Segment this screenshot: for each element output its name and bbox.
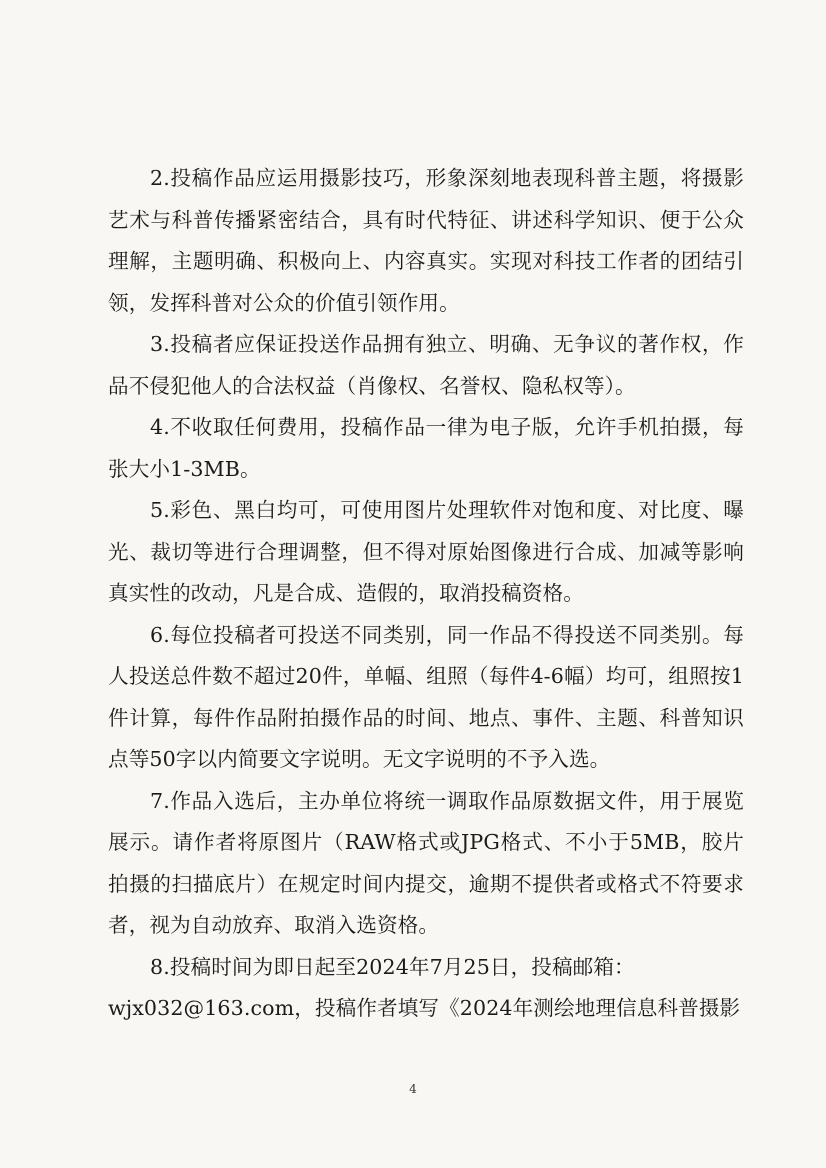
paragraph-8-continued: wjx032@163.com，投稿作者填写《2024年测绘地理信息科普摄影: [108, 996, 741, 1020]
page-number: 4: [409, 1082, 417, 1096]
paragraph-3: 3.投稿者应保证投送作品拥有独立、明确、无争议的著作权，作品不侵犯他人的合法权益（肖像权、名誉权、隐私权等）。: [108, 332, 744, 398]
paragraph-2: 2.投稿作品应运用摄影技巧，形象深刻地表现科普主题，将摄影艺术与科普传播紧密结合，具有时代特征、讲述科学知识、便于公众理解，主题明确、积极向上、内容真实。实现对科技工作者的团结引领，发挥科普对公众的价值引领作用。: [108, 166, 744, 315]
paragraph-4: 4.不收取任何费用，投稿作品一律为电子版，允许手机拍摄，每张大小1-3MB。: [108, 415, 744, 481]
paragraph-7: 7.作品入选后，主办单位将统一调取作品原数据文件，用于展览展示。请作者将原图片（RAW格式或JPG格式、不小于5MB，胶片拍摄的扫描底片）在规定时间内提交，逾期不提供者或格式不符要求者，视为自动放弃、取消入选资格。: [108, 788, 744, 937]
document-body: [108, 158, 744, 1030]
paragraph-6: 6.每位投稿者可投送不同类别，同一作品不得投送不同类别。每人投送总件数不超过20件，单幅、组照（每件4-6幅）均可，组照按1件计算，每件作品附拍摄作品的时间、地点、事件、主题、科普知识点等50字以内简要文字说明。无文字说明的不予入选。: [108, 622, 744, 771]
paragraph-8: 8.投稿时间为即日起至2024年7月25日，投稿邮箱：: [150, 954, 635, 979]
paragraph-5: 5.彩色、黑白均可，可使用图片处理软件对饱和度、对比度、曝光、裁切等进行合理调整，但不得对原始图像进行合成、加减等影响真实性的改动，凡是合成、造假的，取消投稿资格。: [108, 498, 744, 605]
